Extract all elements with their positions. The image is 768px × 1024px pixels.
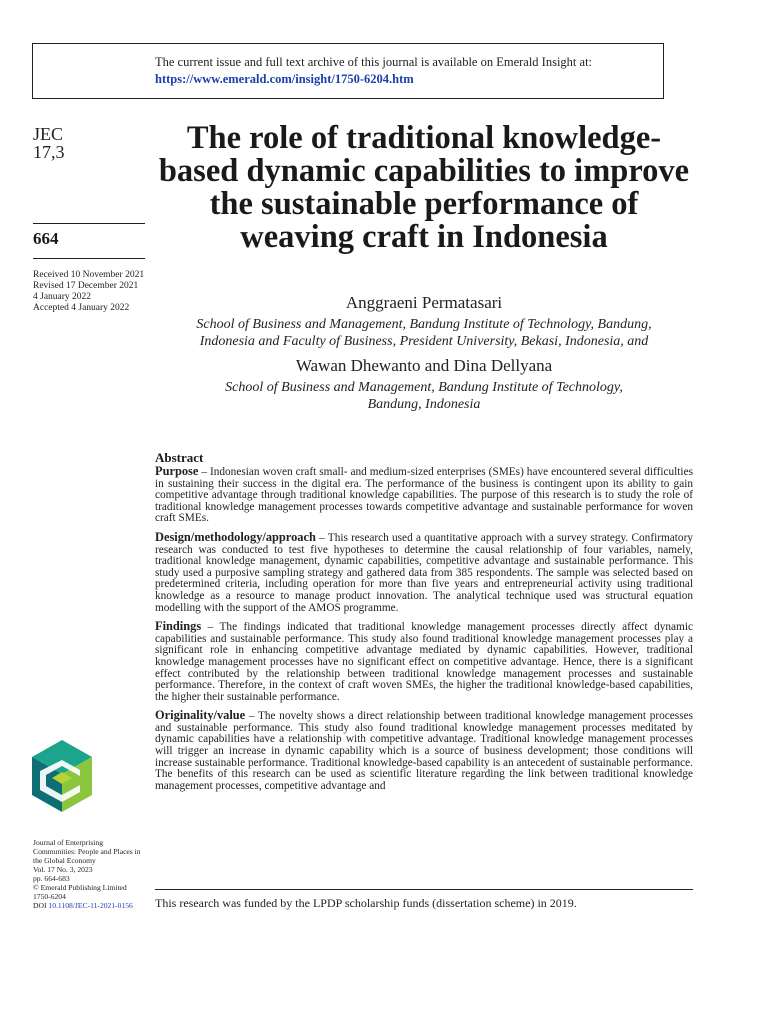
doi-link[interactable]: 10.1108/JEC-11-2021-0156 xyxy=(48,901,133,910)
design-text: – This research used a quantitative approach with a survey strategy. Confirmatory research was conducted to test five hypotheses to determine the causal relationship of four variables, namely, traditional knowledge management, dynamic capabilities, competitive advantage and sustainable performance. This study used a purposive sampling strategy and gathered data from 385 respondents. The sample was selected based on predetermined criteria, including operation for more than five years and entrepreneurial activity using traditional knowledge as a resource to manage product innovation. The analytical technique used was structural equation modelling with the support of the AMOS programme. xyxy=(155,531,693,614)
author-affiliation xyxy=(154,316,694,350)
journal-volume-label xyxy=(33,125,65,161)
revised-date-2: 4 January 2022 xyxy=(33,292,92,302)
findings-label: Findings xyxy=(155,619,202,634)
affiliation-line: School of Business and Management, Bandung Institute of Technology, Bandung, xyxy=(196,317,652,332)
revised-date: Revised 17 December 2021 xyxy=(33,281,139,291)
pages-line: pp. 664-683 xyxy=(33,874,70,883)
sidebar-divider xyxy=(33,223,145,224)
originality-text: – The novelty shows a direct relationship between traditional knowledge management processes and sustainable performance. This study also found traditional knowledge management processes meditated by dynamic capabilities have a relationship with competitive advantage. Traditional knowledge management processes will trigger an increase in dynamic capability which is a source of business development; those conditions will increase sustainable performance. Traditional knowledge-based capability is an antecedent of sustainable performance. The benefits of this research can be used as scientific literature regarding the link between traditional knowledge management processes, competitive advantage and xyxy=(155,710,693,792)
purpose-label: Purpose xyxy=(155,464,199,478)
design-label: Design/methodology/approach xyxy=(155,529,316,544)
received-date: Received 10 November 2021 xyxy=(33,270,145,280)
affiliation-line: School of Business and Management, Bandung Institute of Technology, xyxy=(225,380,623,395)
journal-abbr: JEC xyxy=(33,124,64,144)
affiliation-line: Bandung, Indonesia xyxy=(367,397,481,412)
author-name: Anggraeni Permatasari xyxy=(345,293,503,312)
article-dates xyxy=(33,270,144,314)
volume-line: Vol. 17 No. 3, 2023 xyxy=(33,865,93,874)
footnote-divider xyxy=(155,889,693,890)
abstract-originality xyxy=(155,710,693,792)
originality-label: Originality/value xyxy=(155,708,246,723)
volume-issue: 17,3 xyxy=(33,142,65,162)
abstract-findings xyxy=(155,621,693,703)
sidebar-divider xyxy=(33,258,145,259)
emerald-logo-icon xyxy=(32,740,92,812)
journal-citation-info xyxy=(33,838,151,910)
notice-text: The current issue and full text archive of this journal is available on Emerald Insight at: xyxy=(155,55,593,69)
author-names: Wawan Dhewanto and Dina Dellyana xyxy=(295,356,553,375)
funding-footnote: This research was funded by the LPDP scholarship funds (dissertation scheme) in 2019. xyxy=(155,896,577,910)
issn-line: 1750-6204 xyxy=(33,892,66,901)
journal-url-link[interactable]: https://www.emerald.com/insight/1750-6204.htm xyxy=(155,72,414,86)
findings-text: – The findings indicated that traditional knowledge management processes directly affect dynamic capabilities and sustainable performance. This study also found traditional knowledge management processes play a significant role in enhancing competitive advantage mediated by dynamic capabilities. However, traditional knowledge management processes have no significant effect on competitive advantage. Hence, there is a significant effect contributed by the relationship between traditional knowledge management processes and sustainable performance. Therefore, in the context of craft woven SMEs, the higher the traditional knowledge-based capabilities, the higher their sustainable performance. xyxy=(155,621,693,703)
journal-notice-box xyxy=(32,43,664,99)
journal-name-line: Journal of Enterprising xyxy=(33,838,104,847)
page-number: 664 xyxy=(33,229,59,248)
doi-line xyxy=(33,901,151,910)
abstract-design xyxy=(155,529,693,614)
abstract-heading: Abstract xyxy=(155,450,204,465)
doi-label: DOI xyxy=(33,901,47,910)
author-affiliation xyxy=(154,379,694,413)
purpose-text: – Indonesian woven craft small- and medium-sized enterprises (SMEs) have encountered several difficulties in sustaining their success in the digital era. The performance of the business is contingent upon its ability to gain competitive advantage through traditional knowledge capabilities. The purpose of this research is to study the role of traditional knowledge management processes towards competitive advantage and sustainable performance for woven craft SMEs. xyxy=(155,466,693,525)
article-title: The role of traditional knowledge-based dynamic capabilities to improve the sustainable performance of weaving craft in Indonesia xyxy=(158,120,690,255)
affiliation-line: Indonesia and Faculty of Business, President University, Bekasi, Indonesia, and xyxy=(199,334,649,349)
journal-name-line: Communities: People and Places in xyxy=(33,847,141,856)
abstract-purpose xyxy=(155,466,693,525)
copyright-line: © Emerald Publishing Limited xyxy=(33,883,127,892)
accepted-date: Accepted 4 January 2022 xyxy=(33,303,130,313)
abstract-body xyxy=(155,466,693,799)
journal-name-line: the Global Economy xyxy=(33,856,96,865)
